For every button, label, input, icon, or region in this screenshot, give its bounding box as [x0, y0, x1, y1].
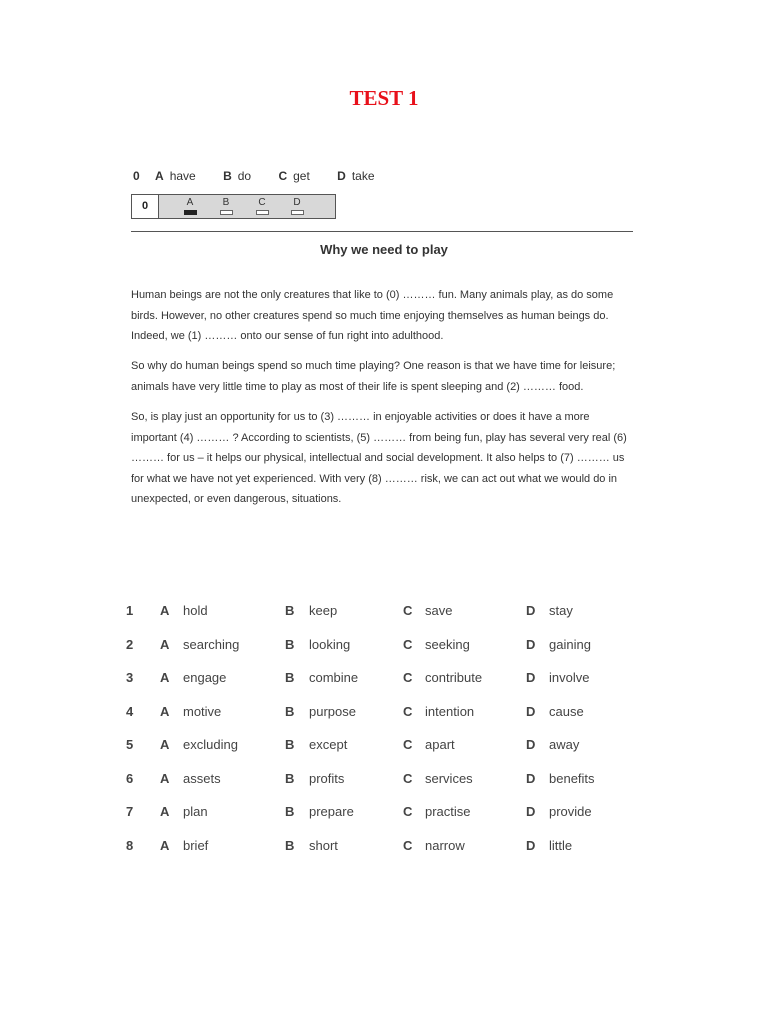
option-d-text: gaining [549, 636, 591, 652]
option-c-text: services [425, 770, 473, 786]
option-c-text: intention [425, 703, 475, 719]
option-letter: B [285, 804, 295, 819]
option-letter: B [285, 603, 295, 618]
option-c-text: practise [425, 804, 471, 819]
answer-bubble-d: D [290, 197, 304, 215]
option-b-text: looking [309, 636, 351, 652]
passage-paragraph: Human beings are not the only creatures that like to (0) ……… fun. Many animals play, as do some birds. However, no other creatures spend so much time enjoying themselves as human beings do. Indeed, we (1) ……… onto our sense of fun right into adulthood. [131, 289, 614, 342]
option-letter: C [403, 804, 413, 819]
passage-title: Why we need to play [320, 242, 448, 257]
option-letter: D [526, 703, 536, 719]
option-a-text: excluding [183, 737, 238, 752]
option-letter: A [160, 670, 170, 685]
option-letter: A [160, 837, 170, 853]
option-text: have [169, 169, 196, 183]
question-number: 3 [126, 670, 134, 685]
option-d-text: provide [549, 804, 592, 819]
question-row [126, 771, 646, 805]
option-c-text: contribute [425, 670, 483, 685]
option-d-text: stay [549, 603, 573, 618]
answer-mark-empty [256, 210, 269, 215]
option-letter: D [526, 737, 536, 752]
option-text: get [293, 169, 310, 183]
question-row [126, 704, 646, 738]
option-d-text: involve [549, 670, 590, 685]
option-letter: B [285, 770, 295, 786]
option-letter: C [403, 737, 413, 752]
question-number: 1 [126, 603, 134, 618]
option-letter: D [526, 636, 536, 652]
answer-bubble-a: A [183, 197, 197, 215]
question-number: 6 [126, 770, 134, 786]
question-row [126, 637, 646, 671]
option-a-text: motive [183, 703, 222, 719]
option-letter: C [403, 670, 413, 685]
question-row [126, 670, 646, 704]
option-letter: D [526, 837, 536, 853]
option-text: take [351, 169, 375, 183]
option-letter: B [285, 837, 295, 853]
option-letter: C [403, 636, 413, 652]
option-letter: B [285, 670, 295, 685]
option-c-text: save [425, 603, 453, 618]
option-letter: C [403, 603, 413, 618]
example-number: 0 [133, 169, 140, 183]
answer-box-number: 0 [132, 195, 159, 218]
question-number: 8 [126, 837, 134, 853]
option-letter: A [160, 804, 170, 819]
question-row [126, 804, 646, 838]
option-letter: C [403, 770, 413, 786]
divider [131, 231, 633, 232]
option-letter: B [285, 737, 295, 752]
answer-mark-empty [220, 210, 233, 215]
option-c-text: seeking [425, 636, 470, 652]
question-number: 2 [126, 636, 134, 652]
option-c-text: narrow [425, 837, 465, 853]
option-letter: B [223, 169, 232, 183]
option-letter: A [160, 703, 170, 719]
question-number: 5 [126, 737, 134, 752]
option-d-text: away [549, 737, 580, 752]
example-question [133, 169, 399, 183]
question-row [126, 603, 646, 637]
option-b-text: prepare [309, 804, 354, 819]
question-row [126, 737, 646, 771]
answer-bubble-c: C [255, 197, 269, 215]
passage-paragraph: So why do human beings spend so much time playing? One reason is that we have time for leisure; animals have very little time to play as most of their life is spent sleeping and (2) ……… food. [131, 360, 616, 393]
option-b-text: combine [309, 670, 359, 685]
option-letter: D [526, 603, 536, 618]
option-c-text: apart [425, 737, 455, 752]
option-d-text: little [549, 837, 573, 853]
option-letter: D [526, 770, 536, 786]
option-letter: A [160, 770, 170, 786]
question-row [126, 838, 646, 872]
option-letter: A [160, 636, 170, 652]
option-b-text: short [309, 837, 338, 853]
option-a-text: hold [183, 603, 208, 618]
option-b-text: profits [309, 770, 345, 786]
page-title: TEST 1 [349, 86, 419, 110]
question-number: 4 [126, 703, 134, 719]
option-letter: C [403, 837, 413, 853]
option-d-text: benefits [549, 770, 595, 786]
passage-paragraph: So, is play just an opportunity for us to (3) ……… in enjoyable activities or does it have a more important (4) ……… ? According to scientists, (5) ……… from being fun, play has several very real (6) ……… for us – it helps our physical, intellectual and social development. It also helps to (7) ……… us for what we have not yet experienced. With very (8) ……… risk, we can act out what we would do in unexpected, or even dangerous, situations. [131, 411, 627, 505]
option-b-text: keep [309, 603, 338, 618]
option-letter: A [160, 737, 170, 752]
option-a-text: assets [183, 770, 221, 786]
option-letter: D [526, 670, 536, 685]
example-answer-box [131, 194, 336, 219]
answer-mark-empty [291, 210, 304, 215]
option-d-text: cause [549, 703, 584, 719]
option-a-text: engage [183, 670, 227, 685]
option-letter: B [285, 703, 295, 719]
option-a-text: plan [183, 804, 208, 819]
option-b-text: purpose [309, 703, 356, 719]
option-a-text: searching [183, 636, 240, 652]
answer-mark-filled [184, 210, 197, 215]
option-letter: B [285, 636, 295, 652]
option-a-text: brief [183, 837, 209, 853]
question-options [126, 603, 646, 871]
option-letter: A [155, 169, 164, 183]
question-number: 7 [126, 804, 134, 819]
option-b-text: except [309, 737, 348, 752]
option-letter: D [337, 169, 346, 183]
option-text: do [237, 169, 252, 183]
option-letter: D [526, 804, 536, 819]
answer-bubble-b: B [219, 197, 233, 215]
option-letter: C [278, 169, 288, 183]
option-letter: A [160, 603, 170, 618]
option-letter: C [403, 703, 413, 719]
